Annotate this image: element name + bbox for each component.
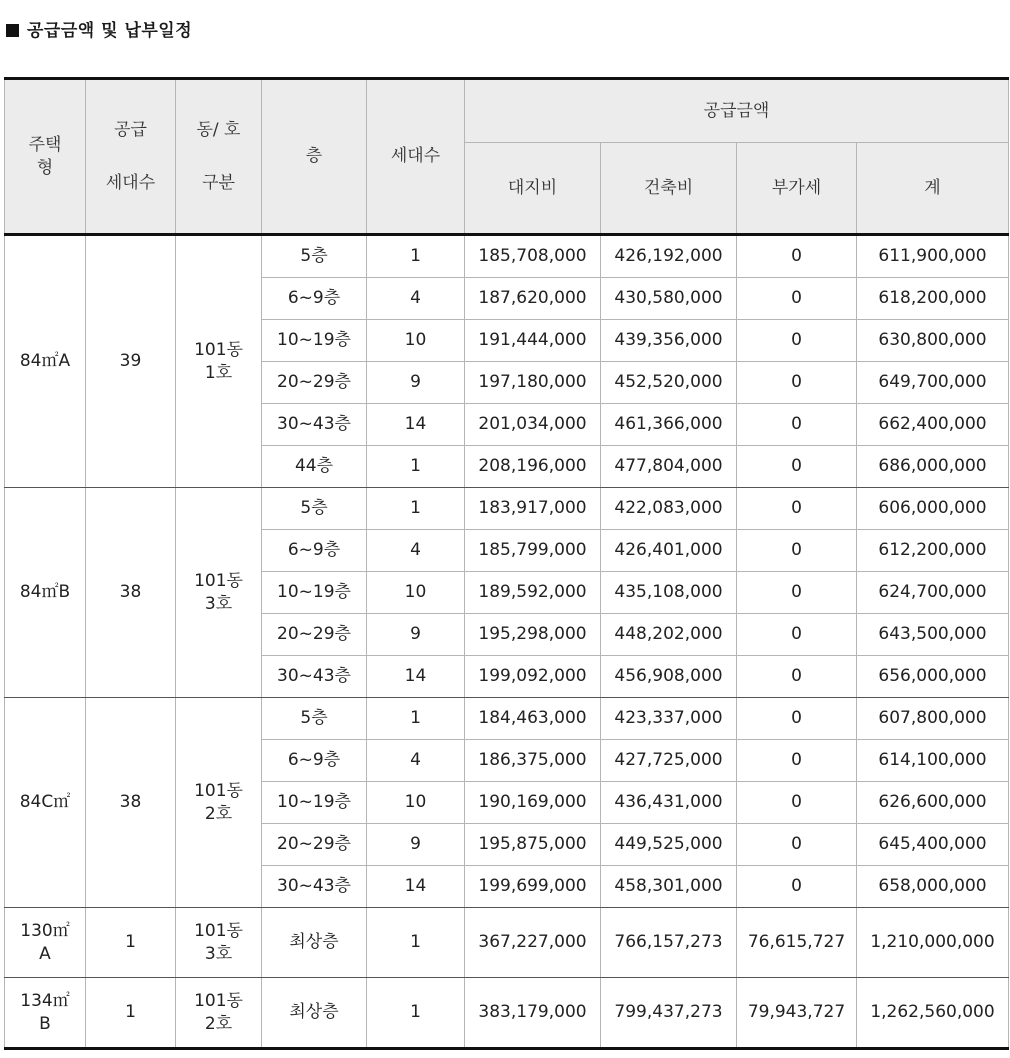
land-cell: 183,917,000 <box>465 488 601 530</box>
building-cell: 426,401,000 <box>601 530 737 572</box>
vat-cell: 0 <box>737 614 857 656</box>
total-cell: 614,100,000 <box>857 740 1009 782</box>
land-cell: 189,592,000 <box>465 572 601 614</box>
land-cell: 201,034,000 <box>465 404 601 446</box>
total-cell: 624,700,000 <box>857 572 1009 614</box>
total-cell: 658,000,000 <box>857 866 1009 908</box>
land-cell: 190,169,000 <box>465 782 601 824</box>
households-cell: 1 <box>367 446 465 488</box>
total-cell: 645,400,000 <box>857 824 1009 866</box>
ho-label: 1호 <box>204 362 233 383</box>
building-cell: 477,804,000 <box>601 446 737 488</box>
total-cell: 686,000,000 <box>857 446 1009 488</box>
header-total: 계 <box>857 143 1009 235</box>
vat-cell: 0 <box>737 782 857 824</box>
floor-cell: 6~9층 <box>262 278 367 320</box>
header-households: 세대수 <box>367 79 465 235</box>
building-cell: 448,202,000 <box>601 614 737 656</box>
table-row <box>5 488 1009 530</box>
header-supply-households <box>86 79 176 235</box>
ho-label: 2호 <box>204 1013 233 1034</box>
type-line2: A <box>39 943 51 964</box>
housing-type-cell <box>5 908 86 978</box>
building-cell: 461,366,000 <box>601 404 737 446</box>
total-cell: 611,900,000 <box>857 235 1009 278</box>
land-cell: 199,092,000 <box>465 656 601 698</box>
header-dong-line2: 구분 <box>202 172 235 193</box>
total-cell: 1,262,560,000 <box>857 978 1009 1049</box>
type-line1: 134㎡ <box>20 991 70 1012</box>
header-floor: 층 <box>262 79 367 235</box>
vat-cell: 0 <box>737 698 857 740</box>
land-cell: 187,620,000 <box>465 278 601 320</box>
dong-ho-cell <box>176 235 262 488</box>
dong-ho-cell <box>176 908 262 978</box>
ho-label: 3호 <box>204 593 233 614</box>
households-cell: 10 <box>367 572 465 614</box>
square-bullet-icon <box>6 24 19 37</box>
vat-cell: 0 <box>737 278 857 320</box>
floor-cell: 5층 <box>262 488 367 530</box>
dong-label: 101동 <box>194 571 243 592</box>
total-cell: 626,600,000 <box>857 782 1009 824</box>
households-cell: 1 <box>367 698 465 740</box>
floor-cell: 10~19층 <box>262 782 367 824</box>
floor-cell: 20~29층 <box>262 362 367 404</box>
land-cell: 195,875,000 <box>465 824 601 866</box>
floor-cell: 6~9층 <box>262 740 367 782</box>
supply-price-table <box>4 77 1009 1050</box>
ho-label: 3호 <box>204 943 233 964</box>
dong-label: 101동 <box>194 340 243 361</box>
households-cell: 9 <box>367 824 465 866</box>
header-supply-line1: 공급 <box>114 120 147 141</box>
ho-label: 2호 <box>204 803 233 824</box>
total-cell: 1,210,000,000 <box>857 908 1009 978</box>
supply-households-cell: 38 <box>86 488 176 698</box>
header-type-line2: 형 <box>36 157 54 178</box>
total-cell: 656,000,000 <box>857 656 1009 698</box>
floor-cell: 20~29층 <box>262 824 367 866</box>
dong-ho-cell <box>176 978 262 1049</box>
floor-cell: 5층 <box>262 235 367 278</box>
households-cell: 14 <box>367 656 465 698</box>
building-cell: 449,525,000 <box>601 824 737 866</box>
vat-cell: 0 <box>737 866 857 908</box>
land-cell: 199,699,000 <box>465 866 601 908</box>
households-cell: 14 <box>367 404 465 446</box>
land-cell: 383,179,000 <box>465 978 601 1049</box>
households-cell: 1 <box>367 908 465 978</box>
vat-cell: 76,615,727 <box>737 908 857 978</box>
households-cell: 10 <box>367 782 465 824</box>
header-type-line1: 주택 <box>28 135 62 156</box>
dong-ho-cell <box>176 698 262 908</box>
households-cell: 10 <box>367 320 465 362</box>
floor-cell: 30~43층 <box>262 404 367 446</box>
floor-cell: 10~19층 <box>262 572 367 614</box>
households-cell: 9 <box>367 614 465 656</box>
households-cell: 1 <box>367 978 465 1049</box>
land-cell: 186,375,000 <box>465 740 601 782</box>
supply-households-cell: 38 <box>86 698 176 908</box>
vat-cell: 0 <box>737 446 857 488</box>
households-cell: 4 <box>367 530 465 572</box>
housing-type-cell: 84㎡A <box>5 235 86 488</box>
housing-type-cell: 84㎡B <box>5 488 86 698</box>
total-cell: 606,000,000 <box>857 488 1009 530</box>
building-cell: 452,520,000 <box>601 362 737 404</box>
building-cell: 422,083,000 <box>601 488 737 530</box>
header-dong-ho <box>176 79 262 235</box>
land-cell: 184,463,000 <box>465 698 601 740</box>
building-cell: 436,431,000 <box>601 782 737 824</box>
total-cell: 612,200,000 <box>857 530 1009 572</box>
building-cell: 799,437,273 <box>601 978 737 1049</box>
table-row <box>5 908 1009 978</box>
building-cell: 423,337,000 <box>601 698 737 740</box>
building-cell: 427,725,000 <box>601 740 737 782</box>
vat-cell: 0 <box>737 572 857 614</box>
floor-cell: 5층 <box>262 698 367 740</box>
vat-cell: 0 <box>737 488 857 530</box>
land-cell: 185,799,000 <box>465 530 601 572</box>
floor-cell: 최상층 <box>262 978 367 1049</box>
header-vat: 부가세 <box>737 143 857 235</box>
floor-cell: 30~43층 <box>262 656 367 698</box>
dong-label: 101동 <box>194 921 243 942</box>
households-cell: 4 <box>367 740 465 782</box>
building-cell: 458,301,000 <box>601 866 737 908</box>
table-row <box>5 235 1009 278</box>
supply-households-cell: 1 <box>86 978 176 1049</box>
type-line1: 130㎡ <box>20 921 70 942</box>
section-title-text: 공급금액 및 납부일정 <box>27 21 193 41</box>
land-cell: 367,227,000 <box>465 908 601 978</box>
land-cell: 195,298,000 <box>465 614 601 656</box>
vat-cell: 0 <box>737 404 857 446</box>
supply-households-cell: 39 <box>86 235 176 488</box>
floor-cell: 최상층 <box>262 908 367 978</box>
header-dong-line1: 동/ 호 <box>196 120 241 141</box>
table-row <box>5 698 1009 740</box>
total-cell: 618,200,000 <box>857 278 1009 320</box>
land-cell: 197,180,000 <box>465 362 601 404</box>
vat-cell: 0 <box>737 824 857 866</box>
header-housing-type <box>5 79 86 235</box>
building-cell: 426,192,000 <box>601 235 737 278</box>
header-supply-line2: 세대수 <box>105 172 156 193</box>
households-cell: 1 <box>367 488 465 530</box>
header-supply-amount: 공급금액 <box>465 79 1009 143</box>
section-title <box>6 16 192 41</box>
housing-type-cell <box>5 978 86 1049</box>
land-cell: 191,444,000 <box>465 320 601 362</box>
building-cell: 766,157,273 <box>601 908 737 978</box>
vat-cell: 79,943,727 <box>737 978 857 1049</box>
total-cell: 649,700,000 <box>857 362 1009 404</box>
housing-type-cell: 84C㎡ <box>5 698 86 908</box>
dong-ho-cell <box>176 488 262 698</box>
building-cell: 435,108,000 <box>601 572 737 614</box>
households-cell: 1 <box>367 235 465 278</box>
vat-cell: 0 <box>737 740 857 782</box>
header-building-cost: 건축비 <box>601 143 737 235</box>
table-row <box>5 978 1009 1049</box>
floor-cell: 10~19층 <box>262 320 367 362</box>
header-land-cost: 대지비 <box>465 143 601 235</box>
land-cell: 185,708,000 <box>465 235 601 278</box>
households-cell: 9 <box>367 362 465 404</box>
floor-cell: 44층 <box>262 446 367 488</box>
building-cell: 439,356,000 <box>601 320 737 362</box>
vat-cell: 0 <box>737 320 857 362</box>
total-cell: 630,800,000 <box>857 320 1009 362</box>
vat-cell: 0 <box>737 235 857 278</box>
dong-label: 101동 <box>194 781 243 802</box>
dong-label: 101동 <box>194 991 243 1012</box>
building-cell: 430,580,000 <box>601 278 737 320</box>
vat-cell: 0 <box>737 530 857 572</box>
vat-cell: 0 <box>737 656 857 698</box>
vat-cell: 0 <box>737 362 857 404</box>
building-cell: 456,908,000 <box>601 656 737 698</box>
total-cell: 607,800,000 <box>857 698 1009 740</box>
total-cell: 662,400,000 <box>857 404 1009 446</box>
total-cell: 643,500,000 <box>857 614 1009 656</box>
type-line2: B <box>39 1013 51 1034</box>
floor-cell: 6~9층 <box>262 530 367 572</box>
households-cell: 14 <box>367 866 465 908</box>
floor-cell: 30~43층 <box>262 866 367 908</box>
floor-cell: 20~29층 <box>262 614 367 656</box>
supply-households-cell: 1 <box>86 908 176 978</box>
households-cell: 4 <box>367 278 465 320</box>
land-cell: 208,196,000 <box>465 446 601 488</box>
